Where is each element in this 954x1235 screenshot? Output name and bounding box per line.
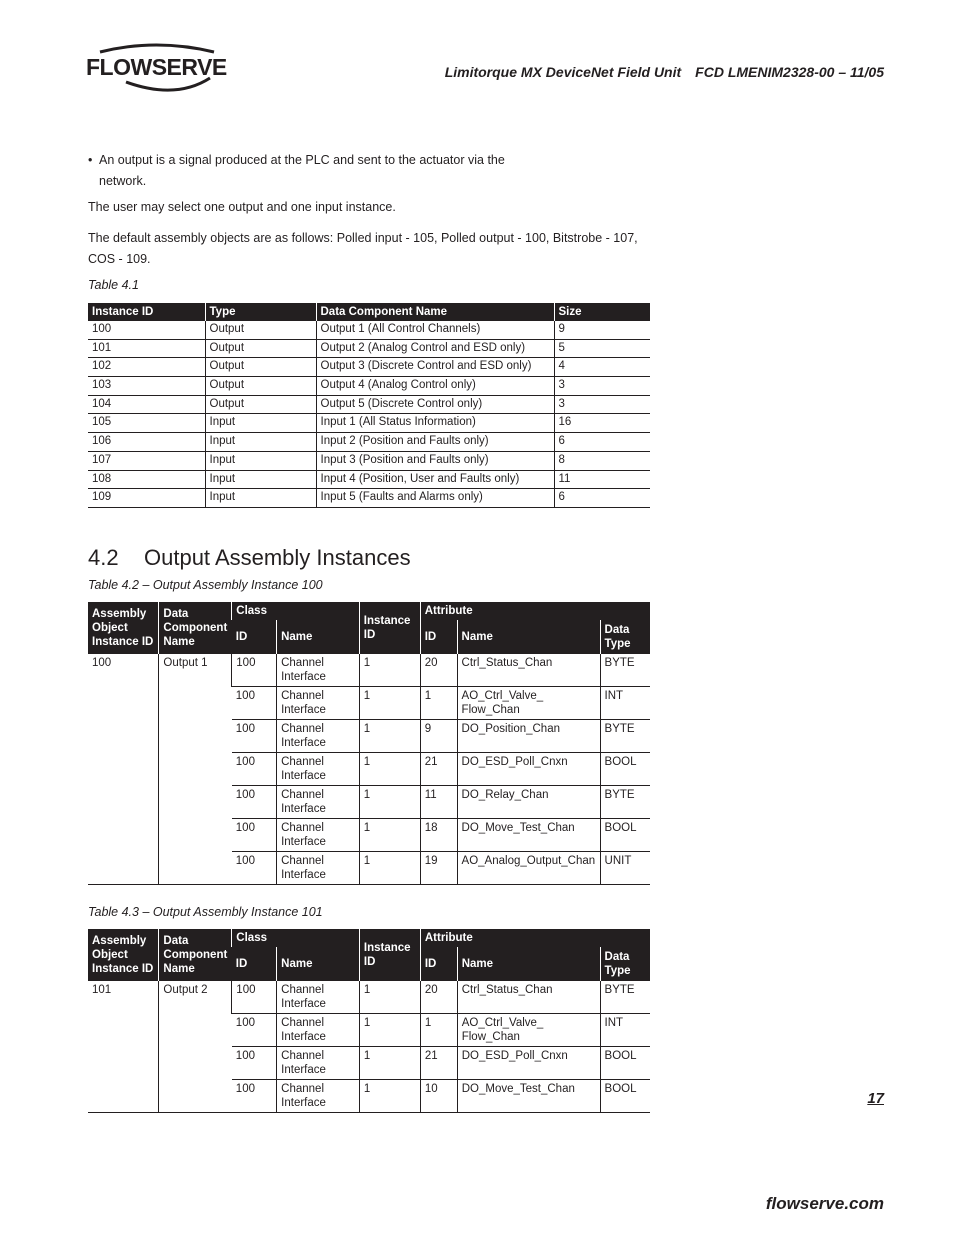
cell-instance-id: 1 [359,654,420,687]
cell-type: Output [205,339,316,358]
col-header-size: Size [554,303,650,321]
cell-component-name: Output 4 (Analog Control only) [316,377,554,396]
header-title [445,64,884,80]
cell-type: Output [205,395,316,414]
cell-instance-id: 108 [88,470,205,489]
cell-instance-id: 1 [359,1047,420,1080]
table-header-row [88,303,650,321]
cell-class-id: 100 [232,1047,277,1080]
cell-size: 11 [554,470,650,489]
paragraph-select: The user may select one output and one input instance. [88,200,396,214]
cell-component-name: Output 5 (Discrete Control only) [316,395,554,414]
section-title: Output Assembly Instances [144,545,411,570]
col-header-instance-id: Instance ID [359,602,420,654]
cell-data-type: BOOL [600,819,650,852]
cell-component-name: Input 2 (Position and Faults only) [316,433,554,452]
cell-instance-id: 1 [359,753,420,786]
cell-class-name: Channel Interface [277,981,360,1014]
cell-component-name: Input 5 (Faults and Alarms only) [316,489,554,508]
cell-class-name: Channel Interface [277,1047,360,1080]
col-header-attr-name: Name [457,947,600,981]
cell-instance-id: 1 [359,687,420,720]
table-row [88,377,650,396]
cell-data-type: BYTE [600,720,650,753]
cell-instance-id: 1 [359,819,420,852]
cell-type: Output [205,358,316,377]
cell-assembly-id: 100 [88,654,159,885]
col-header-class: Class [232,929,360,947]
cell-instance-id: 106 [88,433,205,452]
section-heading [88,545,411,571]
table-row [88,414,650,433]
col-header-class-name: Name [277,947,360,981]
cell-instance-id: 109 [88,489,205,508]
cell-data-type: BOOL [600,1047,650,1080]
cell-size: 3 [554,395,650,414]
assembly-table-101 [88,929,650,1113]
cell-attr-name: AO_Analog_Output_Chan [457,852,600,885]
cell-class-name: Channel Interface [277,720,360,753]
table-row [88,654,650,687]
cell-component-name: Input 1 (All Status Information) [316,414,554,433]
logo-text: FLOWSERVE [86,54,227,80]
cell-instance-id: 1 [359,720,420,753]
cell-size: 16 [554,414,650,433]
cell-component-name: Input 4 (Position, User and Faults only) [316,470,554,489]
bullet-icon: • [88,153,93,167]
cell-attr-name: DO_Move_Test_Chan [457,819,600,852]
cell-class-id: 100 [232,981,277,1014]
cell-class-name: Channel Interface [277,852,360,885]
cell-instance-id: 102 [88,358,205,377]
cell-instance-id: 1 [359,981,420,1014]
cell-data-type: BOOL [600,753,650,786]
cell-size: 5 [554,339,650,358]
footer-url: flowserve.com [765,1194,884,1213]
cell-class-name: Channel Interface [277,786,360,819]
cell-type: Input [205,470,316,489]
bullet-text: An output is a signal produced at the PLC and sent to the actuator via the network. [99,153,505,188]
cell-class-name: Channel Interface [277,1080,360,1113]
cell-size: 3 [554,377,650,396]
cell-class-id: 100 [232,852,277,885]
col-header-component-name: Data Component Name [159,602,232,654]
table-4-3-caption: Table 4.3 – Output Assembly Instance 101 [88,905,323,919]
cell-assembly-id: 101 [88,981,159,1113]
table-row [88,339,650,358]
manual-title: Limitorque MX DeviceNet Field Unit [444,64,682,80]
col-header-data-type: Data Type [600,947,650,981]
col-header-assembly-id: Assembly Object Instance ID [88,602,159,654]
cell-type: Input [205,489,316,508]
col-header-component-name: Data Component Name [316,303,554,321]
cell-instance-id: 1 [359,1014,420,1047]
flowserve-logo [86,42,226,94]
table-row [88,451,650,470]
bullet-item [88,150,518,192]
cell-instance-id: 1 [359,852,420,885]
cell-type: Input [205,433,316,452]
cell-size: 8 [554,451,650,470]
col-header-class: Class [232,602,360,620]
cell-instance-id: 104 [88,395,205,414]
col-header-component-name: Data Component Name [159,929,232,981]
cell-attr-name: DO_Move_Test_Chan [457,1080,600,1113]
cell-data-type: BYTE [600,786,650,819]
document-code: FCD LMENIM2328-00 – 11/05 [695,64,884,80]
cell-component-name: Output 3 (Discrete Control and ESD only) [316,358,554,377]
cell-size: 9 [554,321,650,339]
cell-attr-name: AO_Ctrl_Valve_ Flow_Chan [457,687,600,720]
table-row [88,358,650,377]
col-header-instance-id: Instance ID [88,303,205,321]
cell-attr-id: 19 [420,852,457,885]
table-4-2-caption: Table 4.2 – Output Assembly Instance 100 [88,578,323,592]
cell-attr-name: Ctrl_Status_Chan [457,981,600,1014]
cell-type: Input [205,451,316,470]
cell-class-id: 100 [232,753,277,786]
cell-attr-id: 20 [420,654,457,687]
table-row [88,395,650,414]
table-row [88,433,650,452]
col-header-attr-name: Name [457,620,600,654]
cell-component-name: Input 3 (Position and Faults only) [316,451,554,470]
cell-attr-id: 21 [420,1047,457,1080]
paragraph-defaults: The default assembly objects are as follows: Polled input - 105, Polled output - 100, Bitstrobe - 107, COS - 109. [88,231,638,266]
table-row [88,470,650,489]
cell-data-type: BYTE [600,654,650,687]
cell-class-id: 100 [232,1080,277,1113]
assembly-table-100 [88,602,650,885]
cell-class-id: 100 [232,654,277,687]
cell-attr-name: DO_ESD_Poll_Cnxn [457,1047,600,1080]
cell-instance-id: 107 [88,451,205,470]
table-row [88,321,650,339]
instance-table [88,303,650,508]
col-header-attribute: Attribute [420,929,650,947]
col-header-attr-id: ID [420,620,457,654]
cell-type: Output [205,321,316,339]
table-row [88,489,650,508]
table-header-row [88,929,650,947]
col-header-class-id: ID [232,620,277,654]
table-row [88,981,650,1014]
cell-attr-name: Ctrl_Status_Chan [457,654,600,687]
cell-attr-name: AO_Ctrl_Valve_ Flow_Chan [457,1014,600,1047]
cell-data-type: INT [600,687,650,720]
col-header-attr-id: ID [420,947,457,981]
cell-data-type: UNIT [600,852,650,885]
cell-data-type: BYTE [600,981,650,1014]
cell-data-type: BOOL [600,1080,650,1113]
cell-instance-id: 105 [88,414,205,433]
cell-class-name: Channel Interface [277,1014,360,1047]
cell-size: 6 [554,489,650,508]
cell-attr-name: DO_Position_Chan [457,720,600,753]
col-header-type: Type [205,303,316,321]
cell-attr-id: 1 [420,687,457,720]
table-4-1-caption: Table 4.1 [88,278,139,292]
cell-attr-name: DO_ESD_Poll_Cnxn [457,753,600,786]
cell-attr-id: 21 [420,753,457,786]
cell-class-name: Channel Interface [277,819,360,852]
cell-size: 4 [554,358,650,377]
cell-attr-id: 10 [420,1080,457,1113]
cell-attr-id: 9 [420,720,457,753]
cell-size: 6 [554,433,650,452]
cell-type: Input [205,414,316,433]
col-header-data-type: Data Type [600,620,650,654]
cell-instance-id: 1 [359,1080,420,1113]
cell-component-name: Output 1 (All Control Channels) [316,321,554,339]
cell-component-name: Output 2 (Analog Control and ESD only) [316,339,554,358]
cell-instance-id: 100 [88,321,205,339]
col-header-class-name: Name [277,620,360,654]
cell-class-name: Channel Interface [277,753,360,786]
cell-class-id: 100 [232,720,277,753]
col-header-attribute: Attribute [420,602,650,620]
section-number: 4.2 [88,545,119,570]
cell-instance-id: 103 [88,377,205,396]
table-header-row [88,602,650,620]
cell-component-name: Output 2 [159,981,232,1113]
cell-attr-name: DO_Relay_Chan [457,786,600,819]
cell-class-id: 100 [232,819,277,852]
cell-class-id: 100 [232,687,277,720]
col-header-instance-id: Instance ID [359,929,420,981]
cell-attr-id: 11 [420,786,457,819]
col-header-class-id: ID [232,947,277,981]
cell-attr-id: 20 [420,981,457,1014]
cell-class-name: Channel Interface [277,654,360,687]
cell-class-name: Channel Interface [277,687,360,720]
cell-instance-id: 101 [88,339,205,358]
cell-component-name: Output 1 [159,654,232,885]
cell-class-id: 100 [232,786,277,819]
col-header-assembly-id: Assembly Object Instance ID [88,929,159,981]
cell-data-type: INT [600,1014,650,1047]
page-number: 17 [867,1090,884,1107]
cell-class-id: 100 [232,1014,277,1047]
cell-attr-id: 1 [420,1014,457,1047]
cell-attr-id: 18 [420,819,457,852]
cell-instance-id: 1 [359,786,420,819]
cell-type: Output [205,377,316,396]
